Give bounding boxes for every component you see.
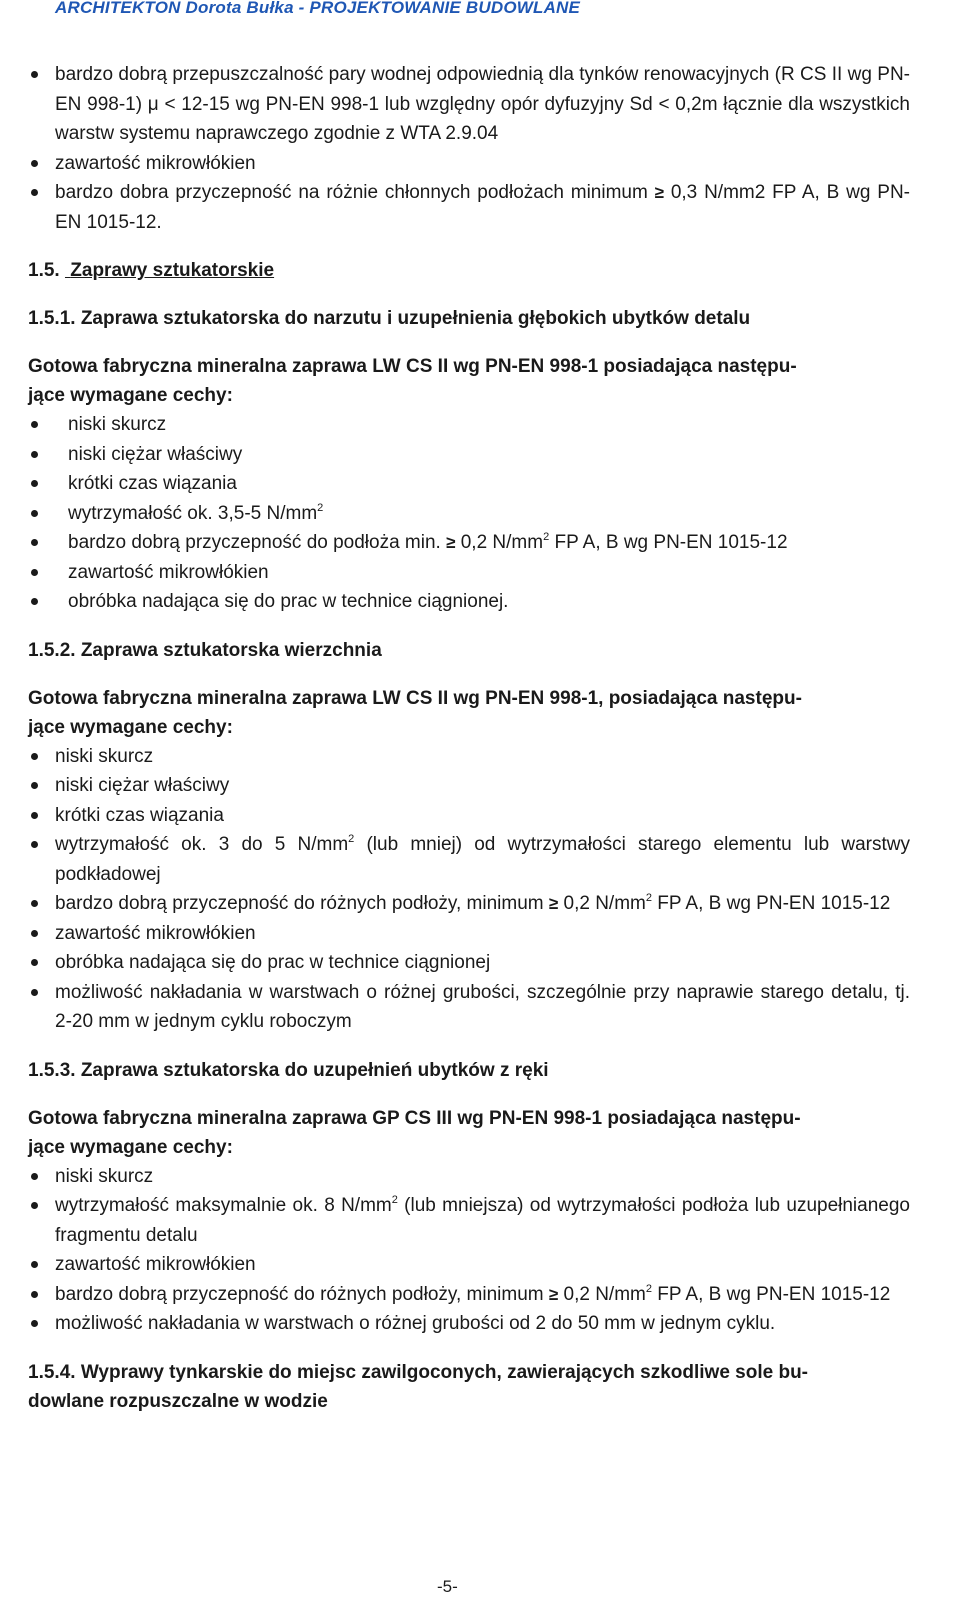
list-item: bardzo dobrą przyczepność do różnych podłoży, minimum ≥ 0,2 $N/mm^2$ FP A, B wg PN-EN 1015-12 bbox=[55, 1282, 891, 1305]
section-heading-1-5-3: 1.5.3. Zaprawa sztukatorska do uzupełnień ubytków z ręki bbox=[28, 1059, 549, 1081]
section-heading-1-5-4-cont: dowlane rozpuszczalne w wodzie bbox=[28, 1390, 328, 1412]
section-heading-1-5-2: 1.5.2. Zaprawa sztukatorska wierzchnia bbox=[28, 639, 382, 661]
section-intro: Gotowa fabryczna mineralna zaprawa GP CS III wg PN-EN 998-1 posiadająca następu- bbox=[28, 1107, 801, 1129]
list-item: wytrzymałość ok. 3,5-5 $N/mm^2$ bbox=[68, 501, 324, 524]
list-item: bardzo dobrą przepuszczalność pary wodnej odpowiednią dla tynków renowacyjnych (R CS II wg PN-EN 998-1) μ < 12-15 wg PN-EN 998-1 lub względny opór dyfuzyjny Sd < 0,2m łącznie dla wszystkich warstw systemu naprawczego zgodnie z WTA 2.9.04 bbox=[55, 64, 910, 144]
section-intro: Gotowa fabryczna mineralna zaprawa LW CS II wg PN-EN 998-1, posiadająca następu- bbox=[28, 687, 802, 709]
list-item: zawartość mikrowłókien bbox=[55, 1254, 256, 1275]
list-item: zawartość mikrowłókien bbox=[55, 922, 256, 944]
section-heading-1-5-1: 1.5.1. Zaprawa sztukatorska do narzutu i uzupełnienia głębokich ubytków detalu bbox=[28, 308, 751, 329]
list-item: wytrzymałość ok. 3 do 5 $N/mm^2$ (lub mniej) od wytrzymałości starego elementu lub warstwy podkładowej bbox=[55, 833, 911, 885]
list-item: obróbka nadająca się do prac w technice ciągnionej. bbox=[68, 591, 509, 612]
properties-list bbox=[28, 742, 910, 1037]
list-item: niski skurcz bbox=[55, 745, 154, 767]
properties-list bbox=[28, 1162, 910, 1339]
list-item: niski ciężar właściwy bbox=[68, 443, 243, 465]
properties-list bbox=[28, 410, 910, 617]
section-heading-1-5-4: 1.5.4. Wyprawy tynkarskie do miejsc zawilgoconych, zawierających szkodliwe sole bu- bbox=[28, 1361, 809, 1383]
list-item: bardzo dobrą przyczepność do różnych podłoży, minimum ≥ 0,2 $N/mm^2$ FP A, B wg PN-EN 1015-12 bbox=[55, 892, 891, 914]
list-item: bardzo dobra przyczepność na różnie chłonnych podłożach minimum ≥ 0,3 N/mm2 FP A, B wg PN-EN 1015-12. bbox=[55, 182, 911, 233]
list-item: możliwość nakładania w warstwach o różnej grubości, szczególnie przy naprawie starego detalu, tj. 2-20 mm w jednym cyklu roboczym bbox=[55, 981, 910, 1032]
list-item: krótki czas wiązania bbox=[68, 473, 237, 494]
list-item: niski skurcz bbox=[55, 1165, 154, 1187]
list-item: wytrzymałość maksymalnie ok. 8 $N/mm^2$ (lub mniejsza) od wytrzymałości podłoża lub uzupełnianego fragmentu detalu bbox=[55, 1194, 910, 1246]
list-item: niski ciężar właściwy bbox=[55, 775, 230, 796]
list-item: zawartość mikrowłókien bbox=[55, 152, 256, 174]
list-item: bardzo dobrą przyczepność do podłoża min. ≥ 0,2 $N/mm^2$ FP A, B wg PN-EN 1015-12 bbox=[68, 531, 788, 553]
section-intro: jące wymagane cechy: bbox=[28, 385, 233, 406]
document-body bbox=[28, 60, 910, 1416]
intro-list bbox=[28, 60, 910, 237]
list-item: obróbka nadająca się do prac w technice ciągnionej bbox=[55, 952, 491, 973]
page-header: ARCHITEKTON Dorota Bułka - PROJEKTOWANIE BUDOWLANE bbox=[55, 0, 581, 17]
list-item: możliwość nakładania w warstwach o różnej grubości od 2 do 50 mm w jednym cyklu. bbox=[55, 1313, 776, 1334]
list-item: zawartość mikrowłókien bbox=[68, 561, 269, 583]
page-number: -5- bbox=[437, 1577, 458, 1596]
section-intro: Gotowa fabryczna mineralna zaprawa LW CS II wg PN-EN 998-1 posiadająca następu- bbox=[28, 356, 797, 377]
list-item: niski skurcz bbox=[68, 414, 167, 435]
list-item: krótki czas wiązania bbox=[55, 804, 224, 826]
section-intro: jące wymagane cechy: bbox=[28, 716, 233, 738]
section-intro: jące wymagane cechy: bbox=[28, 1136, 233, 1158]
section-heading-1-5: 1.5. Zaprawy sztukatorskie bbox=[28, 260, 275, 281]
